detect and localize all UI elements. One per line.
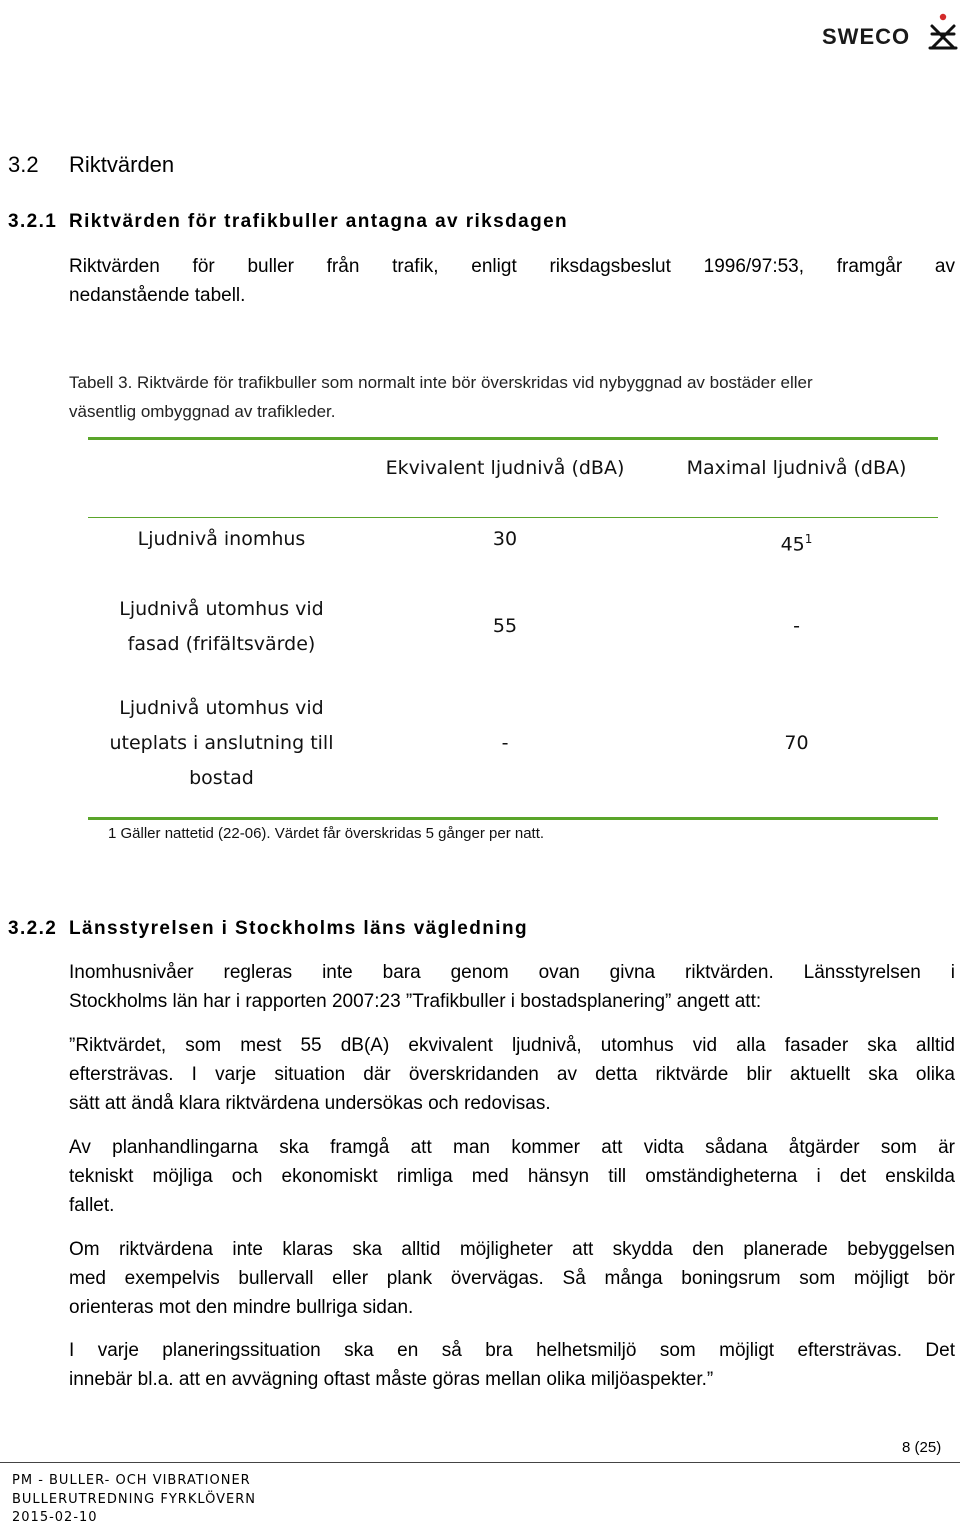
table-footnote: 1 Gäller nattetid (22-06). Värdet får överskridas 5 gånger per natt. [108, 825, 545, 842]
row-3-label-line-2: uteplats i anslutning till [109, 732, 334, 754]
row-2-label-line-1: Ljudnivå utomhus vid [119, 598, 324, 620]
p2-line-1: Av planhandlingarna ska framgå att man kommer att vidta sådana åtgärder som är [69, 1137, 955, 1158]
row-3-label-line-1: Ljudnivå utomhus vid [119, 697, 324, 719]
section-number: 3.2 [8, 152, 39, 177]
sweco-star-icon [926, 12, 958, 52]
row-3-maximal: 70 [784, 732, 809, 754]
p4-line-2: innebär bl.a. att en avvägning oftast måste göras mellan olika miljöaspekter.” [69, 1369, 714, 1390]
p2-line-2: tekniskt möjliga och ekonomiskt rimliga med hänsyn till omständigheterna i det enskilda [69, 1166, 955, 1187]
page-number: 8 (25) [902, 1439, 942, 1456]
intro-line-2: nedanstående tabell. [69, 285, 246, 306]
row-2-label [88, 592, 355, 662]
row-3-equivalent: - [501, 732, 509, 754]
p1-line-2: Stockholms län har i rapporten 2007:23 ”Trafikbuller i bostadsplanering” angett att: [69, 991, 762, 1012]
section-title: Riktvärden [69, 152, 175, 177]
p3-line-2: med exempelvis bullervall eller plank övervägas. Så många boningsrum som möjligt bör [69, 1268, 955, 1289]
row-1-maximal-footnote-marker: 1 [804, 532, 813, 546]
row-1-maximal-value: 45 [780, 533, 805, 556]
row-1-label-line-1: Ljudnivå inomhus [137, 528, 306, 550]
table-header-rule [88, 517, 938, 520]
subsection-1-title: Riktvärden för trafikbuller antagna av riksdagen [69, 211, 569, 232]
p2-line-3: fallet. [69, 1195, 115, 1216]
row-2-maximal: - [793, 615, 800, 637]
p3-line-3: orienteras mot den mindre bullriga sidan. [69, 1297, 414, 1318]
row-1-maximal [655, 522, 938, 562]
row-3-label [88, 691, 355, 796]
footer-line-2: BULLERUTREDNING FYRKLÖVERN [12, 1492, 256, 1507]
subsection-2-number: 3.2.2 [8, 918, 58, 939]
subsection-2-title: Länsstyrelsen i Stockholms läns vägledning [69, 918, 528, 939]
quote-line-2: eftersträvas. I varje situation där överskridanden av detta riktvärde blir aktuellt ska olika [69, 1064, 955, 1085]
p1-line-1: Inomhusnivåer regleras inte bara genom ovan givna riktvärden. Länsstyrelsen i [69, 962, 955, 983]
logo-text: SWECO [822, 24, 911, 49]
row-2-equivalent: 55 [492, 615, 518, 637]
subsection-1-number: 3.2.1 [8, 211, 58, 232]
intro-line-1: Riktvärden för buller från trafik, enligt riksdagsbeslut 1996/97:53, framgår av [69, 256, 955, 277]
table-bottom-rule [88, 817, 938, 820]
row-2-label-line-2: fasad (frifältsvärde) [127, 633, 316, 655]
p3-line-1: Om riktvärdena inte klaras ska alltid möjligheter att skydda den planerade bebyggelsen [69, 1239, 955, 1260]
quote-line-1: ”Riktvärdet, som mest 55 dB(A) ekvivalent ljudnivå, utomhus vid alla fasader ska alltid [69, 1035, 955, 1056]
p4-line-1: I varje planeringssituation ska en så bra helhetsmiljö som möjligt eftersträvas. Det [69, 1340, 955, 1361]
header-maximal: Maximal ljudnivå (dBA) [686, 457, 907, 479]
footer-date: 2015-02-10 [12, 1510, 98, 1525]
table-caption-line-2: väsentlig ombyggnad av trafikleder. [69, 402, 336, 421]
footer-line-1: PM - BULLER- OCH VIBRATIONER [12, 1473, 251, 1488]
row-1-equivalent: 30 [492, 528, 518, 550]
sweco-logo [822, 8, 960, 52]
table-caption-line-1: Tabell 3. Riktvärde för trafikbuller som normalt inte bör överskridas vid nybyggnad av bostäder eller [69, 373, 813, 392]
row-1-label [88, 522, 355, 557]
footer-divider [0, 1462, 960, 1463]
row-3-label-line-3: bostad [189, 767, 254, 789]
quote-line-3: sätt att ändå klara riktvärdena undersökas och redovisas. [69, 1093, 551, 1114]
table-top-rule [88, 437, 938, 440]
header-equivalent: Ekvivalent ljudnivå (dBA) [385, 457, 625, 479]
